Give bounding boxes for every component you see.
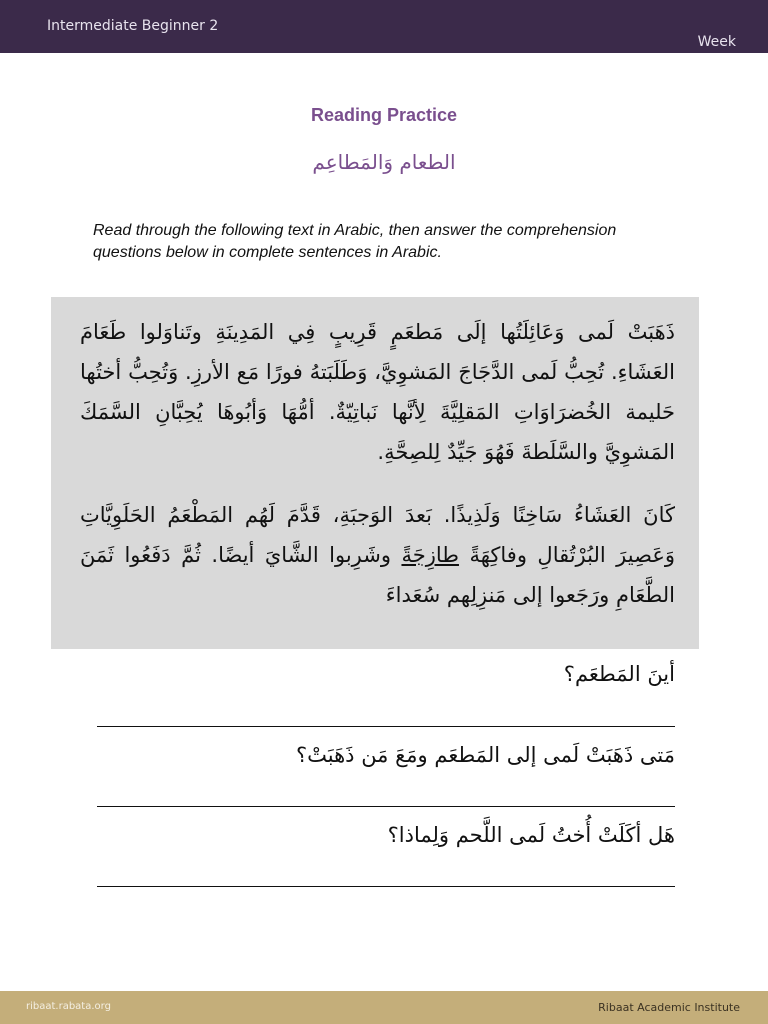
question-2: مَتى ذَهَبَتْ لَمى إلى المَطعَم ومَعَ مَن ذَهَبَتْ؟ (295, 743, 675, 767)
answer-line-3[interactable] (97, 886, 675, 887)
page-title: Reading Practice (310, 105, 458, 125)
answer-line-1[interactable] (97, 726, 675, 727)
answer-line-2[interactable] (97, 806, 675, 807)
page-subtitle: الطعام وَالمَطاعِم (312, 150, 456, 174)
passage-paragraph-1: ذَهَبَتْ لَمى وَعَائِلَتُها إلَى مَطعَمٍ قَرِيبٍ فِي المَدِينَةِ وتَناوَلوا طَعَامَ العَشَاءِ. تُحِبُّ لَمى الدَّجَاجَ المَشوِيَّ، وَطَلَبَتهُ فورًا مَع الأرزِ. وَتُحِبُّ أختُها حَليمة الخُضرَاوَاتِ المَقلِيَّةَ لِأنَّها نَباتِيّةٌ. أمُّهَا وَأبُوهَا يُحِبَّانِ السَّمَكَ المَشوِيَّ والسَّلَطةَ فَهُوَ جَيِّدٌ لِلصِحَّةِ. (80, 320, 675, 464)
instructions-text: Read through the following text in Arabic, then answer the comprehension questions below in complete sentences in Arabic. (93, 222, 617, 261)
underlined-word: طازِجَةً (401, 543, 459, 567)
footer-website: ribaat.rabata.org (26, 1001, 111, 1012)
reading-passage-box (51, 297, 699, 649)
passage-text: كَانَ العَشَاءُ سَاخِنًا وَلَذِيذًا. بَعدَ الوَجبَةِ، قَدَّمَ لَهُم المَطْعَمُ الحَلَوِيَّاتِ وَعَصِيرَ البُرْتُقالِ وفاكِهَةً (80, 503, 675, 567)
header-bar (0, 0, 768, 53)
footer-institute: Ribaat Academic Institute (598, 1001, 740, 1014)
footer-bar (0, 991, 768, 1024)
question-3: هَل أكَلَتْ أُختُ لَمى اللَّحم وَلِماذا؟ (387, 823, 675, 847)
week-label: Week (697, 34, 736, 50)
question-1: أينَ المَطعَم؟ (563, 662, 675, 686)
passage-paragraph-2 (80, 495, 675, 615)
passage-text: وشَرِبوا الشَّايَ أيضًا. ثُمَّ دَفَعُوا ثَمَنَ الطَّعَامِ ورَجَعوا إلى مَنزِلِهم سُعَداءَ (80, 543, 675, 607)
course-name: Intermediate Beginner 2 (47, 18, 219, 34)
